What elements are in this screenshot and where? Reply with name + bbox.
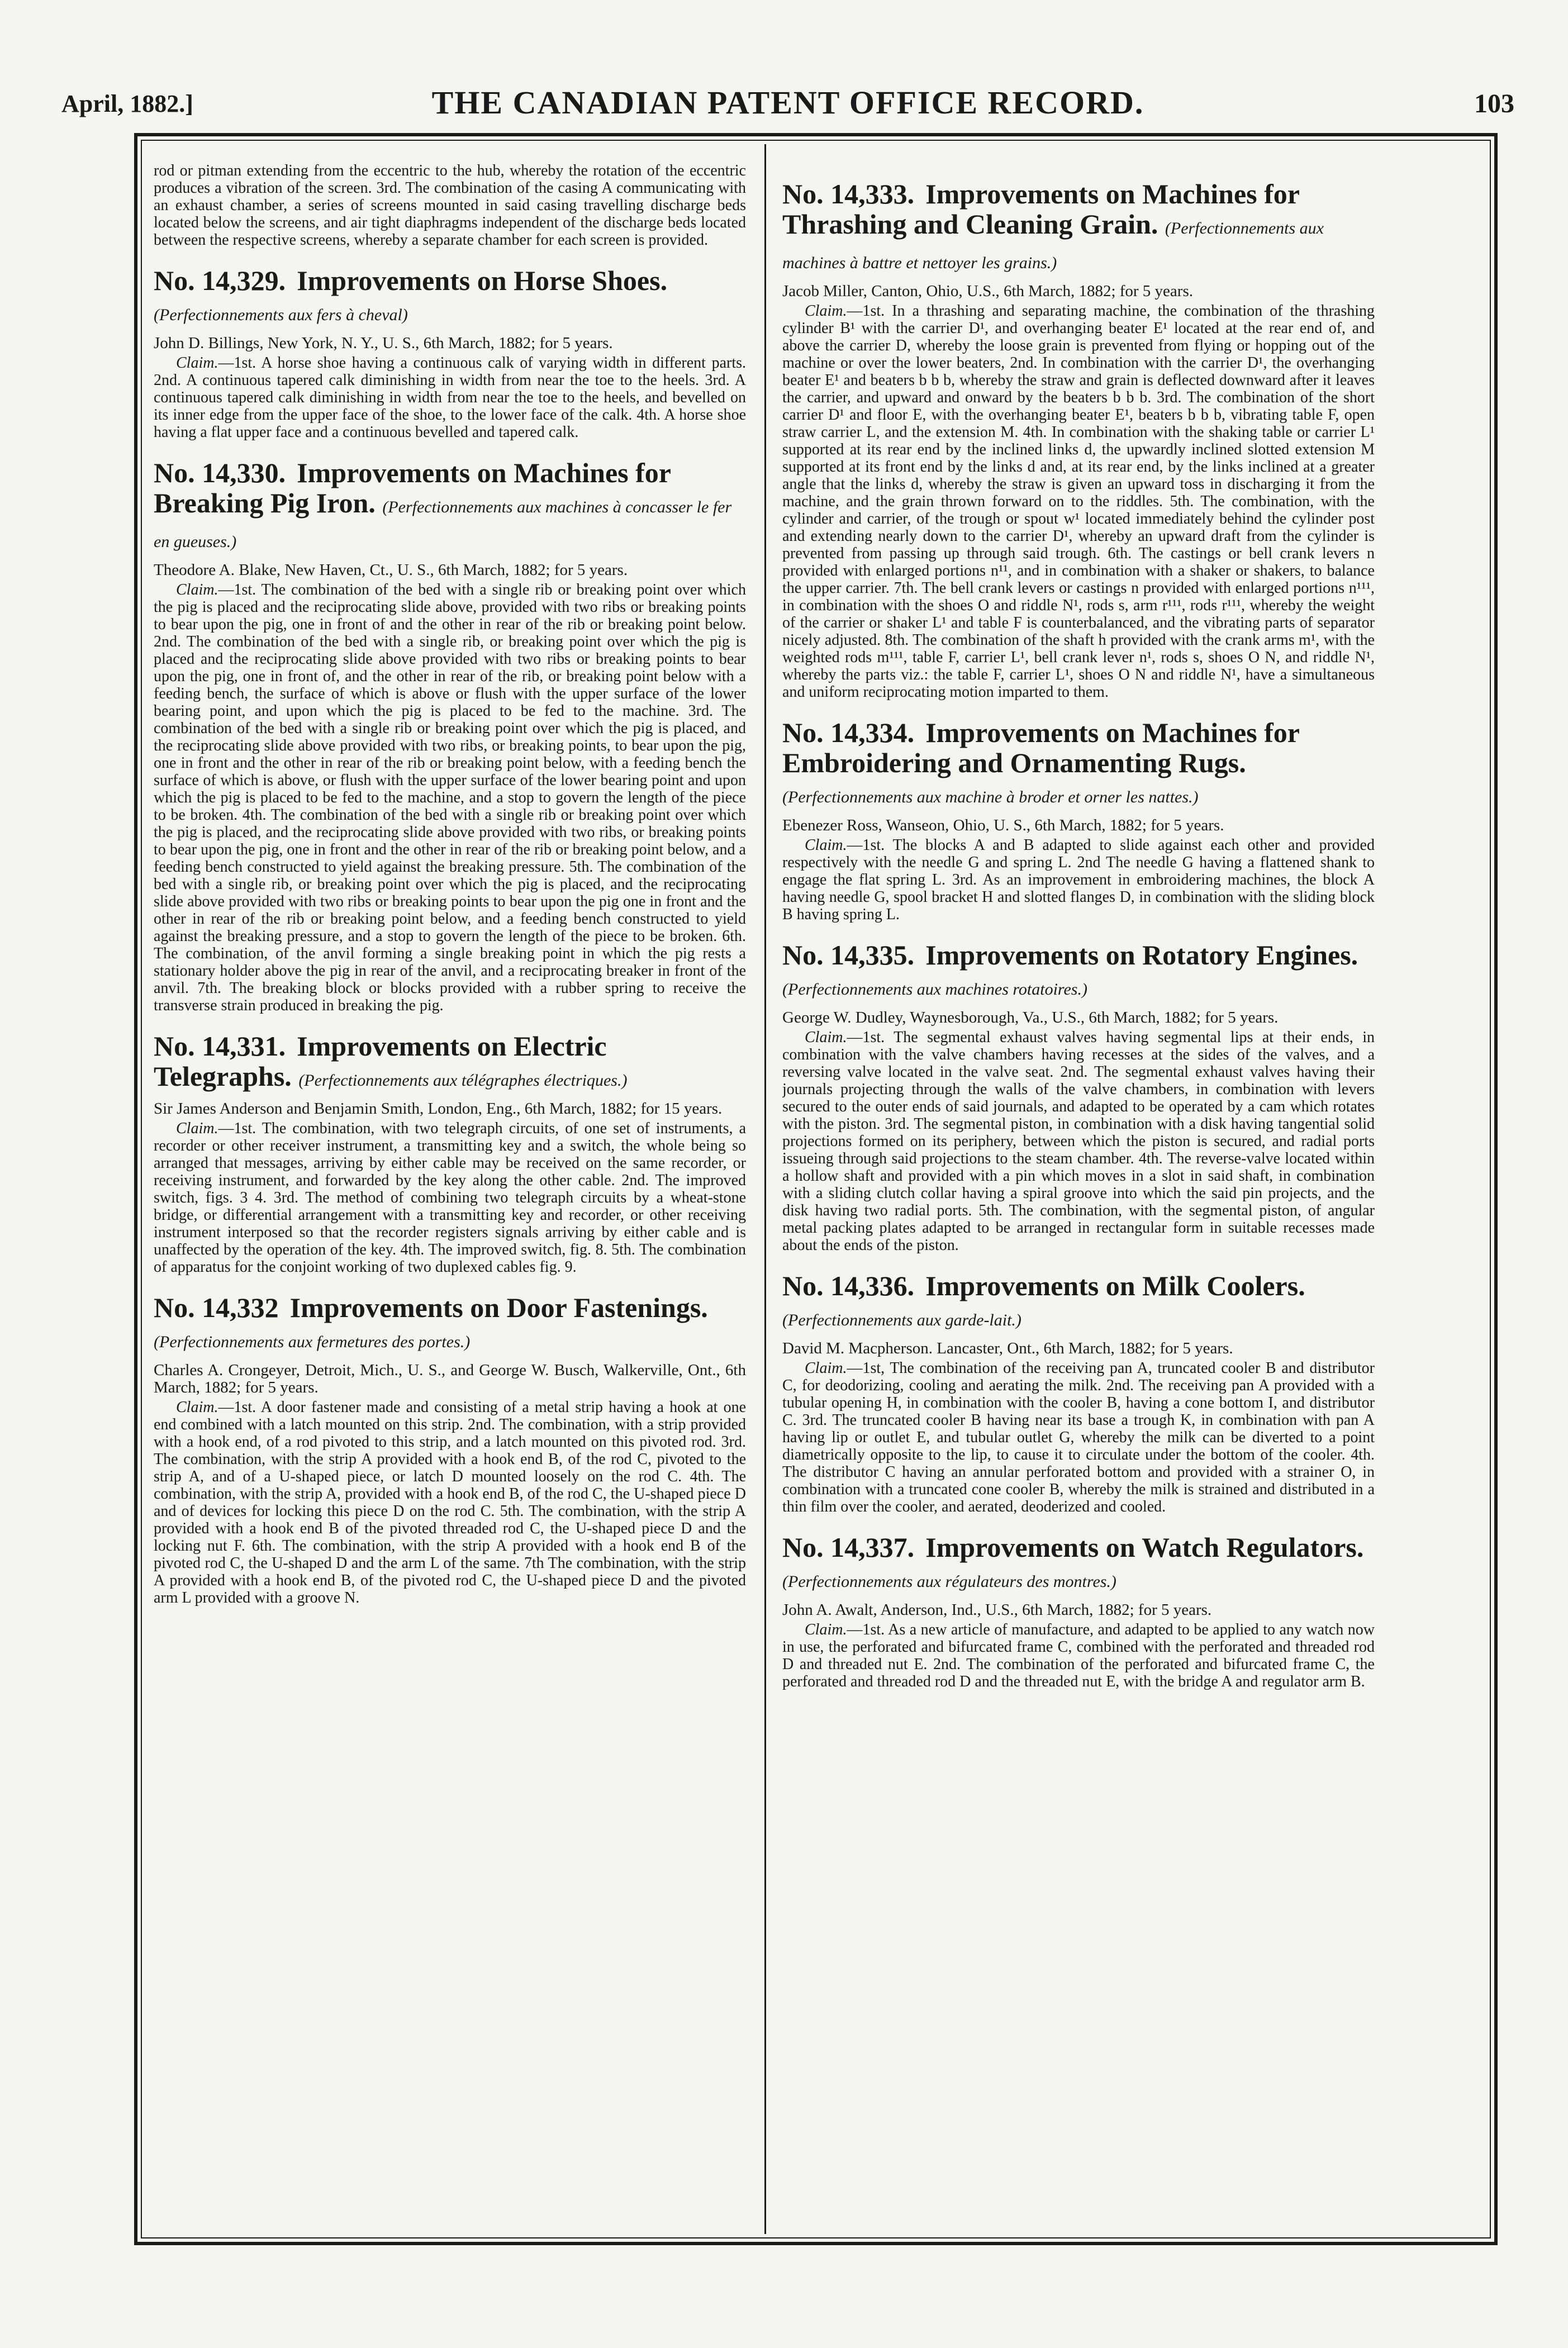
patent-number: No. 14,334. [782,717,915,748]
patent-inventor: David M. Macpherson. Lancaster, Ont., 6th March, 1882; for 5 years. [782,1339,1233,1357]
patent-heading [154,265,746,330]
patent-title: Improvements on Machines for Thrashing and Cleaning Grain. [782,178,1300,240]
page-header [61,84,1514,129]
patent-entry [154,1292,746,1606]
patent-number: No. 14,329. [154,265,286,296]
claim-label: Claim. [805,1360,847,1377]
patent-heading [782,717,1375,812]
patent-entry [782,1271,1375,1515]
patent-entry [782,940,1375,1254]
claim-text: —1st. As a new article of manufacture, and adapted to be applied to any watch now in use, the perforated and bifurcated frame C, combined with the perforated and threaded rod D and threaded nut E. 2nd. The combination of the perforated and bifurcated frame C, the perforated and threaded rod D and the threaded nut E, with the bridge A and regulator arm B. [782,1621,1375,1690]
patent-claim [154,581,746,1014]
column-divider [764,144,766,2234]
claim-text: —1st. A horse shoe having a continuous calk of varying width in different parts. 2nd. A continuous tapered calk diminishing in width from near the toe to the heels. 3rd. A continuous tapered calk diminishing in width from near the toe to the heels, and bevelled on its inner edge from the upper face of the shoe, to the lower face of the calk. 4th. A horse shoe having a flat upper face and a continuous bevelled and tapered calk. [154,354,746,441]
claim-label: Claim. [176,1120,218,1137]
patent-number: No. 14,332 [154,1292,279,1323]
patent-title: Improvements on Horse Shoes. [297,265,668,296]
patent-inventor: Jacob Miller, Canton, Ohio, U.S., 6th March, 1882; for 5 years. [782,282,1193,300]
publication-title: THE CANADIAN PATENT OFFICE RECORD. [431,84,1144,121]
patent-inventor: Ebenezer Ross, Wanseon, Ohio, U. S., 6th March, 1882; for 5 years. [782,816,1224,834]
patent-inventor: Charles A. Crongeyer, Detroit, Mich., U. S., and George W. Busch, Walkerville, Ont., 6th March, 1882; for 5 years. [154,1361,746,1396]
patent-title: Improvements on Watch Regulators. [925,1532,1364,1563]
patent-claim [782,302,1375,701]
patent-number: No. 14,336. [782,1270,915,1301]
patent-entry [154,265,746,441]
patent-title: Improvements on Electric Telegraphs. [154,1030,607,1092]
patent-title: Improvements on Milk Coolers. [925,1270,1305,1301]
patent-number: No. 14,331. [154,1030,286,1062]
patent-french-title: (Perfectionnements aux machines rotatoires.) [782,980,1087,999]
claim-label: Claim. [805,1029,847,1046]
left-column [154,162,746,2224]
patent-number: No. 14,337. [782,1532,915,1563]
patent-entry [782,717,1375,923]
claim-label: Claim. [176,1399,218,1416]
patent-claim [782,1029,1375,1254]
patent-entry [782,179,1375,701]
claim-text: —1st. The segmental exhaust valves having segmental lips at their ends, in combination with the valve chambers having recesses at the sides of the valves, and a reversing valve located in the valve seat. 2nd. The segmental exhaust valves having their journals projecting through the walls of the valve chambers, in combination with levers secured to the outer ends of said journals, and adapted to be operated by a cam which rotates with the piston. 3rd. The segmental piston, in combination with a disk having tangential solid projections formed on its periphery, between which the piston is secured, and radial ports issueing through said projections to the steam chamber. 4th. The reverse-valve located within a hollow shaft and provided with a pin which moves in a slot in said shaft, in combination with a sliding clutch collar having a spiral groove into which the said pin projects, and the disk having two radial ports. 5th. The combination, with the segmental piston, of angular metal packing plates adapted to be arranged in rectangular form in suitable recesses made about the ends of the piston. [782,1029,1375,1254]
patent-title: Improvements on Machines for Breaking Pig Iron. [154,457,671,519]
claim-text: —1st. The combination of the bed with a single rib or breaking point over which the pig is placed and the reciprocating slide above, provided with two ribs or breaking points to bear upon the pig, one in front of and the other in rear of the rib or breaking point below. 2nd. The combination of the bed with a single rib, or breaking point over which the pig is placed and the reciprocating slide above provided with two ribs or breaking points to bear upon the pig, one in front of, and the other in rear of the rib, or breaking point below with a feeding bench, the surface of which is above or flush with the upper surface of the lower bearing point, and upon which the pig is placed to be fed to the machine. 3rd. The combination of the bed with a single rib or breaking point over which the pig is placed, and the reciprocating slide above provided with two ribs, or breaking points, to bear upon the pig, one in front and the other in rear of the rib or breaking point below, with a feeding bench the surface of which is above, or flush with the upper surface of the lower bearing point and upon which the pig is placed to be fed to the machine, and a stop to govern the length of the piece to be broken. 4th. The combination of the bed with a single rib or breaking point over which the pig is placed, and the reciprocating slide above provided with two ribs, or breaking points to bear upon the pig, one in front and the other in rear of the rib or breaking point below, and a feeding bench constructed to yield against the breaking pressure. 5th. The combination of the bed with a single rib, or breaking point over which the pig is placed, and the reciprocating slide above provided with two ribs or breaking points to bear upon the pig one in front and the other in rear of the rib or breaking point below, and a feeding bench constructed to yield against the breaking pressure, and a stop to govern the length of the piece to be broken. 6th. The combination, of the anvil forming a single breaking point in which the pig rests a stationary holder above the pig in rear of the anvil, and a reciprocating breaker in front of the anvil. 7th. The breaking block or blocks provided with a rubber spring to receive the transverse strain produced in breaking the pig. [154,581,746,1014]
claim-text: —1st. The blocks A and B adapted to slide against each other and provided respectively with the needle G and spring L. 2nd The needle G having a flattened shank to engage the flat spring L. 3rd. As an improvement in embroidering machines, the block A having needle G, spool bracket H and slotted flanges D, in combination with the sliding block B having spring L. [782,836,1375,923]
patent-french-title: (Perfectionnements aux fers à cheval) [154,306,408,324]
left-patent-list [154,265,746,1606]
patent-heading [154,1031,746,1096]
patent-claim [154,354,746,441]
patent-inventor: Sir James Anderson and Benjamin Smith, London, Eng., 6th March, 1882; for 15 years. [154,1100,723,1118]
claim-text: —1st. A door fastener made and consisting of a metal strip having a hook at one end combined with a latch mounted on this strip. 2nd. The combination, with a strip provided with a hook end, of a rod pivoted to this strip, and a latch mounted on this pivoted rod. 3rd. The combination, with the strip A provided with a hook end B, of the rod C, pivoted to the strip A, and of a U-shaped piece, or latch D mounted loosely on the rod C. 4th. The combination, with the strip A, provided with a hook end B, of the rod C, the U-shaped piece D and of devices for locking this piece D on the rod C. 5th. The combination, with the strip A provided with a hook end B of the pivoted threaded rod C, the U-shaped piece D and the locking nut F. 6th. The combination, with the strip A provided with a hook end B of the pivoted rod C, the U-shaped D and the arm L of the same. 7th The combination, with the strip A provided with a hook end B, of the pivoted rod C, the U-shaped piece D and the pivoted arm L provided with a groove N. [154,1399,746,1606]
continued-claim: rod or pitman extending from the eccentric to the hub, whereby the rotation of the eccentric produces a vibration of the screen. 3rd. The combination of the casing A communicating with an exhaust chamber, a series of screens mounted in said casing travelling discharge beds located below the screens, and air tight diaphragms independent of the discharge beds located between the respective screens, whereby a separate chamber for each screen is provided. [154,162,746,249]
patent-claim [782,1621,1375,1690]
claim-label: Claim. [176,354,218,372]
patent-inventor: George W. Dudley, Waynesborough, Va., U.S., 6th March, 1882; for 5 years. [782,1009,1279,1026]
patent-entry [154,1031,746,1276]
patent-french-title: (Perfectionnements aux machines à battre et nettoyer les grains.) [782,219,1324,272]
patent-claim [154,1120,746,1276]
patent-heading [782,1532,1375,1597]
right-patent-list [782,179,1375,1690]
patent-heading [782,940,1375,1005]
patent-inventor: Theodore A. Blake, New Haven, Ct., U. S., 6th March, 1882; for 5 years. [154,561,628,579]
patent-title: Improvements on Rotatory Engines. [925,939,1358,971]
patent-entry [154,458,746,1014]
patent-claim [154,1399,746,1606]
patent-heading [782,1271,1375,1335]
patent-heading [154,458,746,557]
patent-french-title: (Perfectionnements aux machines à concasser le fer en gueuses.) [154,498,732,551]
patent-number: No. 14,335. [782,939,915,971]
patent-heading [154,1292,746,1357]
patent-number: No. 14,330. [154,457,286,488]
claim-text: —1st, The combination of the receiving pan A, truncated cooler B and distributor C, for deodorizing, cooling and aerating the milk. 2nd. The receiving pan A provided with a tubular opening H, in combination with the cooler B, having a cone bottom I, and distributor C. 3rd. The truncated cooler B having near its base a trough K, in combination with pan A having lip or outlet E, and tubular outlet G, whereby the milk can be diverted to a point diametrically opposite to the lip, to cause it to circulate under the bottom of the cooler. 4th. The distributor C having an annular perforated bottom and provided with a strainer O, in combination with a truncated cone cooler B, whereby the milk is strained and distributed in a thin film over the cooler, and aerated, deoderized and cooled. [782,1360,1375,1515]
patent-french-title: (Perfectionnements aux garde-lait.) [782,1311,1021,1329]
patent-heading [782,179,1375,278]
right-column [782,162,1375,2224]
page-number: 103 [1474,89,1514,118]
claim-label: Claim. [805,1621,847,1638]
issue-date: April, 1882.] [61,90,193,117]
patent-entry [782,1532,1375,1690]
patent-french-title: (Perfectionnements aux régulateurs des montres.) [782,1572,1116,1591]
patent-title: Improvements on Machines for Embroidering and Ornamenting Rugs. [782,717,1300,778]
patent-claim [782,836,1375,923]
patent-title: Improvements on Door Fastenings. [289,1292,708,1323]
patent-french-title: (Perfectionnements aux fermetures des portes.) [154,1333,471,1351]
claim-text: —1st. The combination, with two telegraph circuits, of one set of instruments, a recorder or other receiver instrument, a transmitting key and a switch, the whole being so arranged that messages, arriving by either cable may be received on the same recorder, or receiving instrument, and forwarded by the key along the other cable. 2nd. The improved switch, figs. 3 4. 3rd. The method of combining two telegraph circuits by a wheat-stone bridge, or differential arrangement with a transmitting key and recorder, or other receiving instrument interposed so that the recorder registers signals arriving by either cable and is unaffected by the operation of the key. 4th. The improved switch, fig. 8. 5th. The combination of apparatus for the conjoint working of two duplexed cables fig. 9. [154,1120,746,1276]
claim-label: Claim. [176,581,218,598]
claim-label: Claim. [805,302,847,320]
claim-text: —1st. In a thrashing and separating machine, the combination of the thrashing cylinder B¹ with the carrier D¹, and overhanging beater E¹ located at the rear end of, and above the carrier D, whereby the loose grain is prevented from flying or hopping out of the machine or over the lower beaters, 2nd. In combination with the carrier D¹, the overhanging beater E¹ and beaters b b b, whereby the straw and grain is deflected downward after it leaves the carrier, and upward and onward by the beaters b b b. 3rd. The combination of the short carrier D¹ and floor E, with the overhanging beater E¹, beaters b b b, vibrating table F, open straw carrier L, and the extension M. 4th. In combination with the shaking table or carrier L¹ supported at its rear end by the inclined links d, the upwardly inclined slotted extension M supported at its front end by the links d and, at its rear end, by the links inclined at a greater angle that the links d, whereby the straw is given an upward toss in discharging it from the machine, and the grain thrown forward on to the riddles. 5th. The combination, with the cylinder and carrier, of the trough or spout w¹ located immediately behind the cylinder post and extending nearly down to the carrier D¹, whereby an upward draft from the cylinder is prevented from passing up through said trough. 6th. The castings or bell crank levers n provided with enlarged portions n¹¹, and in combination with a shaker or shakers, to balance the upper carrier. 7th. The bell crank levers or castings n provided with enlarged portions n¹¹¹, in combination with the shoes O and riddle N¹, rods s, arm r¹¹¹, rods r¹¹¹, whereby the weight of the carrier or shaker L¹ and table F is counterbalanced, and the vibrating parts of separator nicely adjusted. 8th. The combination of the shaft h provided with the crank arms m¹, with the weighted rods m¹¹¹, table F, carrier L¹, bell crank lever n¹, rods s, shoes O N, and riddle N¹, whereby the parts viz.: the table F, carrier L¹, shoes O N and riddle N¹, have a simultaneous and uniform reciprocating motion imparted to them. [782,302,1375,701]
patent-number: No. 14,333. [782,178,915,210]
patent-inventor: John A. Awalt, Anderson, Ind., U.S., 6th March, 1882; for 5 years. [782,1601,1212,1619]
patent-french-title: (Perfectionnements aux machine à broder et orner les nattes.) [782,788,1199,806]
patent-inventor: John D. Billings, New York, N. Y., U. S., 6th March, 1882; for 5 years. [154,334,613,352]
claim-label: Claim. [805,836,847,854]
patent-claim [782,1360,1375,1515]
patent-french-title: (Perfectionnements aux télégraphes électriques.) [298,1071,628,1090]
